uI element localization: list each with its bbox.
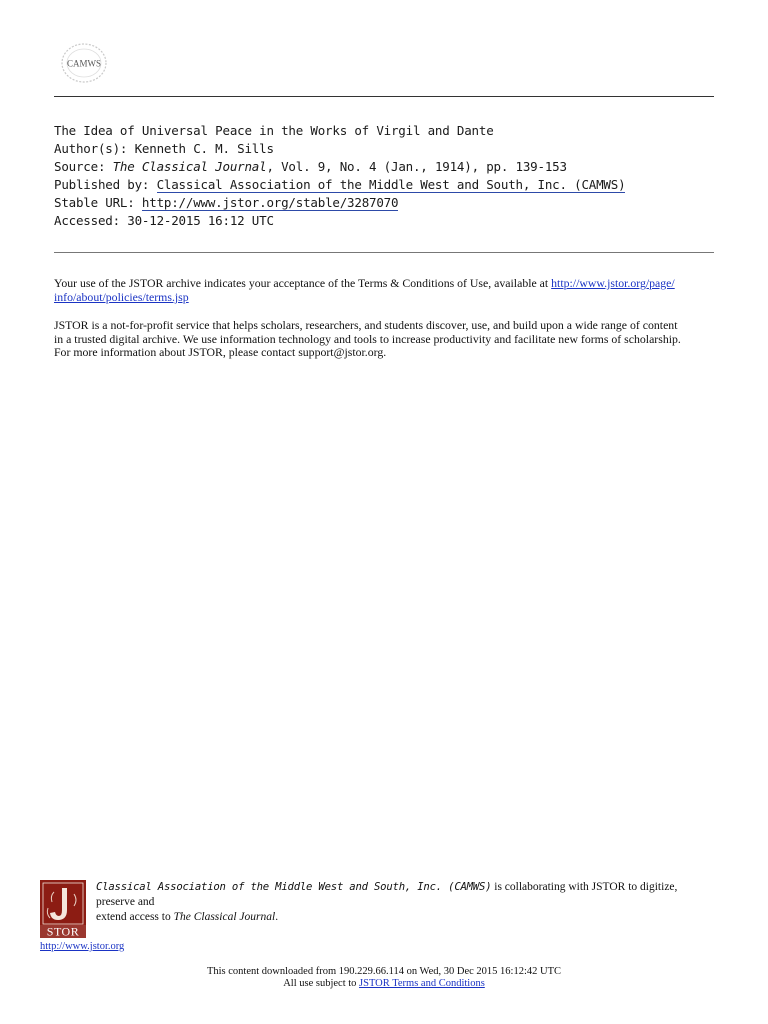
jstor-logo [40,880,86,938]
authors-value: Kenneth C. M. Sills [134,141,274,156]
terms-link-part1[interactable]: http://www.jstor.org/page/ [551,276,675,290]
download-footer [0,966,768,990]
camws-logo-text: CAMWS [66,58,102,69]
publisher-link[interactable]: Classical Association of the Middle West and South, Inc. (CAMWS) [156,177,626,192]
source-line [54,158,714,176]
stable-url-label: Stable URL: [54,195,135,210]
collab-text-2: extend access to [96,911,174,923]
accessed-label: Accessed: [54,213,120,228]
terms-text: Your use of the JSTOR archive indicates your acceptance of the Terms & Conditions of Use, available at [54,276,552,290]
citation-metadata [54,122,714,230]
collaboration-note [96,880,716,925]
publisher-line [54,176,714,194]
top-divider [54,96,714,97]
source-label: Source: [54,159,106,174]
accessed-value: 30-12-2015 16:12 UTC [127,213,274,228]
description-line-1: JSTOR is a not-for-profit service that helps scholars, researchers, and students discover, use, and build upon a wide range of content [54,318,678,332]
description-line-2: in a trusted digital archive. We use information technology and tools to increase productivity and facilitate new forms of scholarship. [54,331,681,346]
authors-line [54,140,714,158]
article-title: The Idea of Universal Peace in the Works of Virgil and Dante [54,123,494,138]
source-details: , Vol. 9, No. 4 (Jan., 1914), pp. 139-153 [266,159,567,174]
jstor-home-link-wrap [40,941,124,952]
publisher-label: Published by: [54,177,150,192]
camws-logo [58,40,110,86]
jstor-logo-text: STOR [46,924,80,938]
footer-prefix: All use subject to [283,978,360,989]
collab-journal: The Classical Journal [173,911,276,923]
authors-label: Author(s): [54,141,128,156]
footer-line-1: This content downloaded from 190.229.66.114 on Wed, 30 Dec 2015 16:12:42 UTC [206,966,562,977]
accessed-line [54,212,714,230]
stable-url-line [54,194,714,212]
stable-url-link[interactable]: http://www.jstor.org/stable/3287070 [141,195,399,210]
middle-divider [54,252,714,253]
collab-publisher: Classical Association of the Middle West and South, Inc. (CAMWS) [96,881,492,893]
terms-link-part2[interactable]: info/about/policies/terms.jsp [54,289,189,304]
footer-terms-link[interactable]: JSTOR Terms and Conditions [359,978,485,989]
jstor-home-link[interactable]: http://www.jstor.org [40,941,125,952]
terms-notice [54,277,716,304]
collab-text-1: is collaborating with JSTOR to digitize, preserve and [96,881,678,908]
source-journal: The Classical Journal [112,159,267,174]
description-line-3: For more information about JSTOR, please contact support@jstor.org. [54,345,387,360]
jstor-description [54,319,716,360]
collab-end: . [275,911,279,923]
